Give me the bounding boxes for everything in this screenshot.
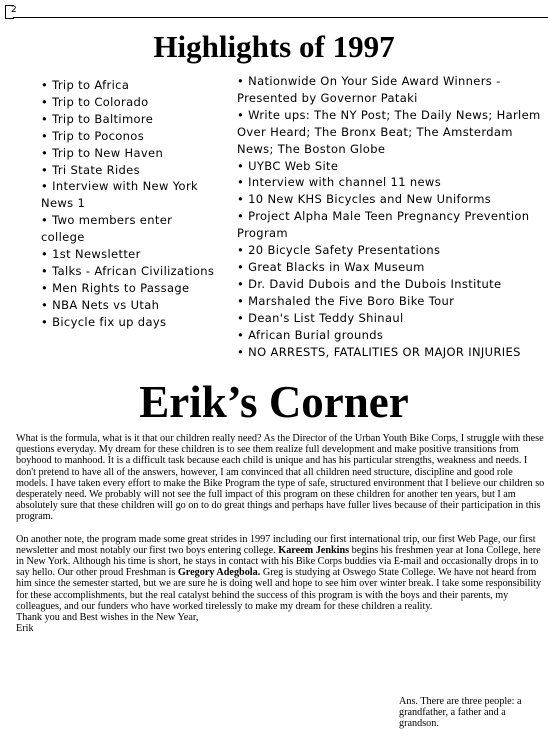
list-item: • UYBC Web Site: [237, 158, 339, 173]
list-item: • Interview with New York News 1: [41, 179, 199, 211]
list-item: • 1st Newsletter: [41, 247, 141, 262]
section-title: Erik’s Corner: [139, 377, 409, 427]
list-item: • Trip to Poconos: [41, 128, 145, 143]
paragraph-spacer: [16, 523, 546, 534]
list-item: • Nationwide On Your Side Award Winners - Presented by Governor Pataki: [237, 74, 501, 105]
list-item: • Bicycle fix up days: [41, 314, 167, 329]
list-item: • Dr. David Dubois and the Dubois Institute: [237, 276, 502, 291]
list-item: • NO ARRESTS, FATALITIES OR MAJOR INJURIES: [237, 344, 521, 359]
page-number: 2: [11, 5, 17, 15]
list-item: • Trip to New Haven: [41, 145, 164, 160]
closing-line: Thank you and Best wishes in the New Year,: [16, 612, 199, 624]
list-item: • NBA Nets vs Utah: [41, 297, 160, 312]
paragraph-2: [16, 534, 546, 612]
list-item: • Write ups: The NY Post; The Daily News; Harlem Over Heard; The Bronx Beat; The Amsterdam News; The Boston Globe: [237, 107, 541, 156]
list-item: • Great Blacks in Wax Museum: [237, 259, 425, 274]
student-name: Kareem Jenkins: [278, 544, 350, 556]
highlights-list-left: [41, 77, 219, 331]
list-item: • Talks - African Civilizations: [41, 263, 215, 278]
highlights-list-right: [237, 73, 548, 360]
list-item: • Two members enter college: [41, 213, 173, 245]
paragraph-2-text: On another note, the program made some great strides in 1997 including our first international trip, our first Web Page, our first newsletter and most notably our first two boys entering college.: [16, 533, 536, 556]
paragraph-2-text: begins his freshmen year at Iona College, here in New York. Although his time is short, he stays in contact with his Bike Corps buddies via E-mail and occasionally drops in to say hello. Our other proud Freshman is: [16, 544, 541, 579]
list-item: • African Burial grounds: [237, 327, 384, 342]
list-item: • Dean's List Teddy Shinaul: [237, 310, 404, 325]
list-item: • Marshaled the Five Boro Bike Tour: [237, 293, 455, 308]
list-item: • 10 New KHS Bicycles and New Uniforms: [237, 192, 492, 207]
page-title: Highlights of 1997: [153, 29, 395, 64]
list-item: • Interview with channel 11 news: [237, 175, 442, 190]
list-item: • Tri State Rides: [41, 162, 140, 177]
list-item: • Men Rights to Passage: [41, 280, 190, 295]
student-name: Gregory Adegbola.: [177, 567, 261, 579]
article-body: [16, 433, 546, 634]
list-item: • Trip to Colorado: [41, 94, 149, 109]
list-item: • Trip to Baltimore: [41, 111, 154, 126]
list-item: • Project Alpha Male Teen Pregnancy Prevention Program: [237, 209, 530, 241]
signature: Erik: [16, 623, 34, 635]
list-item: • 20 Bicycle Safety Presentations: [237, 243, 441, 258]
paragraph-1: What is the formula, what is it that our children really need? As the Director of the Urban Youth Bike Corps, I struggle with these questions everyday. My dream for these children is to see them realize full development and make positive transitions from boyhood to manhood. It is a difficult task because each child is unique and has his particular strengths, weakness and needs. I don't pretend to have all of the answers, however, I am convinced that all children need structure, discipline and good role models. I have taken every effort to make the Bike Program the type of safe, structured environment that I believe our children so desperately need. We probably will not see the full impact of this program on these children for another ten years, but I am absolutely sure that these children will go on to do great things and perhaps have fuller lives because of their participation in this program.: [16, 433, 545, 523]
paragraph-2-text: Greg is studying at Oswego State College. We have not heard from him since the semester started, but we are sure he is doing well and hope to see him over winter break. I take some responsibility for these accomplishments, but the real catalyst behind the success of this program is with the boys and their parents, my colleagues, and our funders who have worked tirelessly to make my dream for these children a reality.: [16, 567, 542, 612]
list-item: • Trip to Africa: [41, 78, 130, 92]
header-rule: [13, 17, 548, 18]
riddle-answer: Ans. There are three people: a grandfather, a father and a grandson.: [399, 696, 522, 730]
